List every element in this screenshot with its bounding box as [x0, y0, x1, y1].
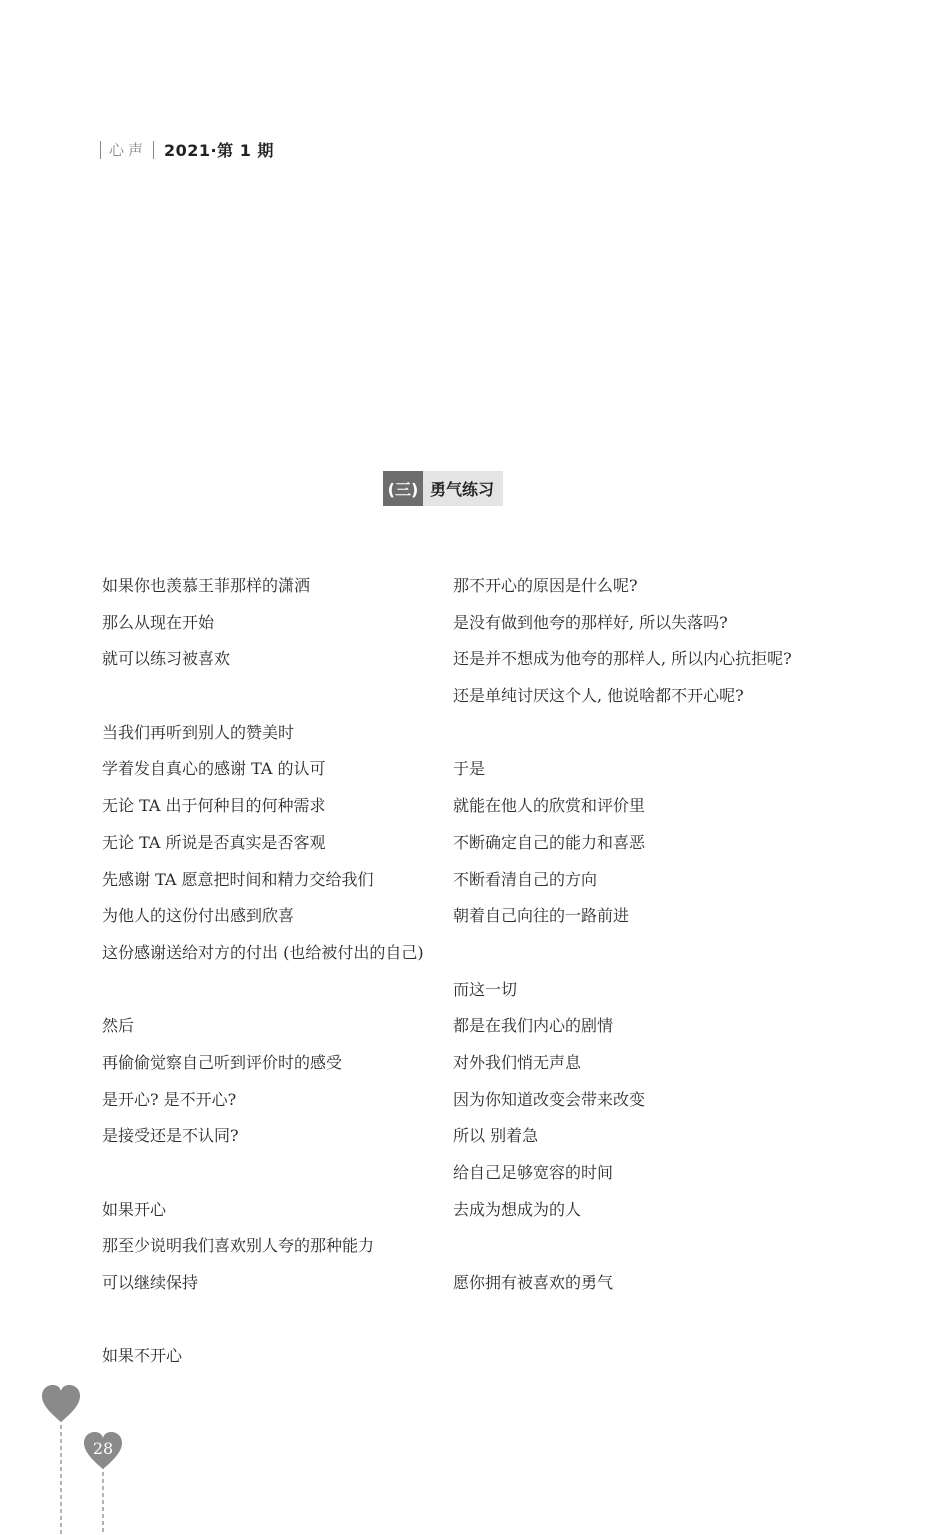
heart-icon: [42, 1385, 80, 1422]
text-line: 是接受还是不认同?: [102, 1126, 239, 1146]
text-line: 因为你知道改变会带来改变: [453, 1089, 646, 1109]
section-title: 勇气练习: [423, 471, 503, 506]
text-line: 可以继续保持: [102, 1273, 199, 1293]
text-line: 学着发自真心的感谢 TA 的认可: [102, 759, 326, 779]
page-number: 28: [92, 1439, 114, 1458]
magazine-name: 心声: [109, 141, 148, 159]
text-line: 如果不开心: [102, 1346, 183, 1366]
text-line: 不断看清自己的方向: [453, 869, 598, 889]
issue-label: 2021·第 1 期: [164, 141, 274, 160]
text-line: 如果你也羡慕王菲那样的潇洒: [102, 576, 311, 595]
text-line: 所以 别着急: [453, 1126, 539, 1146]
text-line: 还是并不想成为他夸的那样人, 所以内心抗拒呢?: [453, 649, 792, 669]
text-line: 先感谢 TA 愿意把时间和精力交给我们: [102, 869, 374, 889]
text-line: 是开心? 是不开心?: [102, 1089, 237, 1109]
text-line: 再偷偷觉察自己听到评价时的感受: [102, 1052, 343, 1072]
text-line: 对外我们悄无声息: [453, 1052, 582, 1072]
text-line: 去成为想成为的人: [453, 1199, 582, 1219]
text-line: 如果开心: [102, 1199, 167, 1219]
text-line: 于是: [453, 759, 486, 779]
text-line: 这份感谢送给对方的付出 (也给被付出的自己): [102, 942, 424, 962]
text-line: 当我们再听到别人的赞美时: [102, 722, 295, 742]
text-line: 朝着自己向往的一路前进: [453, 906, 630, 926]
text-line: 都是在我们内心的剧情: [453, 1016, 614, 1036]
text-line: 还是单纯讨厌这个人, 他说啥都不开心呢?: [453, 686, 744, 706]
text-line: 给自己足够宽容的时间: [453, 1163, 614, 1182]
text-line: 那么从现在开始: [102, 612, 215, 632]
text-line: 愿你拥有被喜欢的勇气: [453, 1273, 614, 1293]
text-line: 就能在他人的欣赏和评价里: [453, 796, 646, 816]
text-line: 那至少说明我们喜欢别人夸的那种能力: [102, 1236, 375, 1256]
text-line: 就可以练习被喜欢: [102, 649, 231, 669]
text-line: 而这一切: [453, 979, 518, 999]
text-line: 那不开心的原因是什么呢?: [453, 576, 638, 595]
text-line: 无论 TA 所说是否真实是否客观: [102, 832, 326, 852]
text-line: 是没有做到他夸的那样好, 所以失落吗?: [453, 612, 728, 632]
section-number: (三): [383, 471, 423, 506]
text-line: 不断确定自己的能力和喜恶: [453, 832, 646, 852]
text-line: 然后: [102, 1016, 135, 1036]
text-line: 无论 TA 出于何种目的何种需求: [102, 796, 326, 816]
text-line: 为他人的这份付出感到欣喜: [102, 906, 295, 926]
